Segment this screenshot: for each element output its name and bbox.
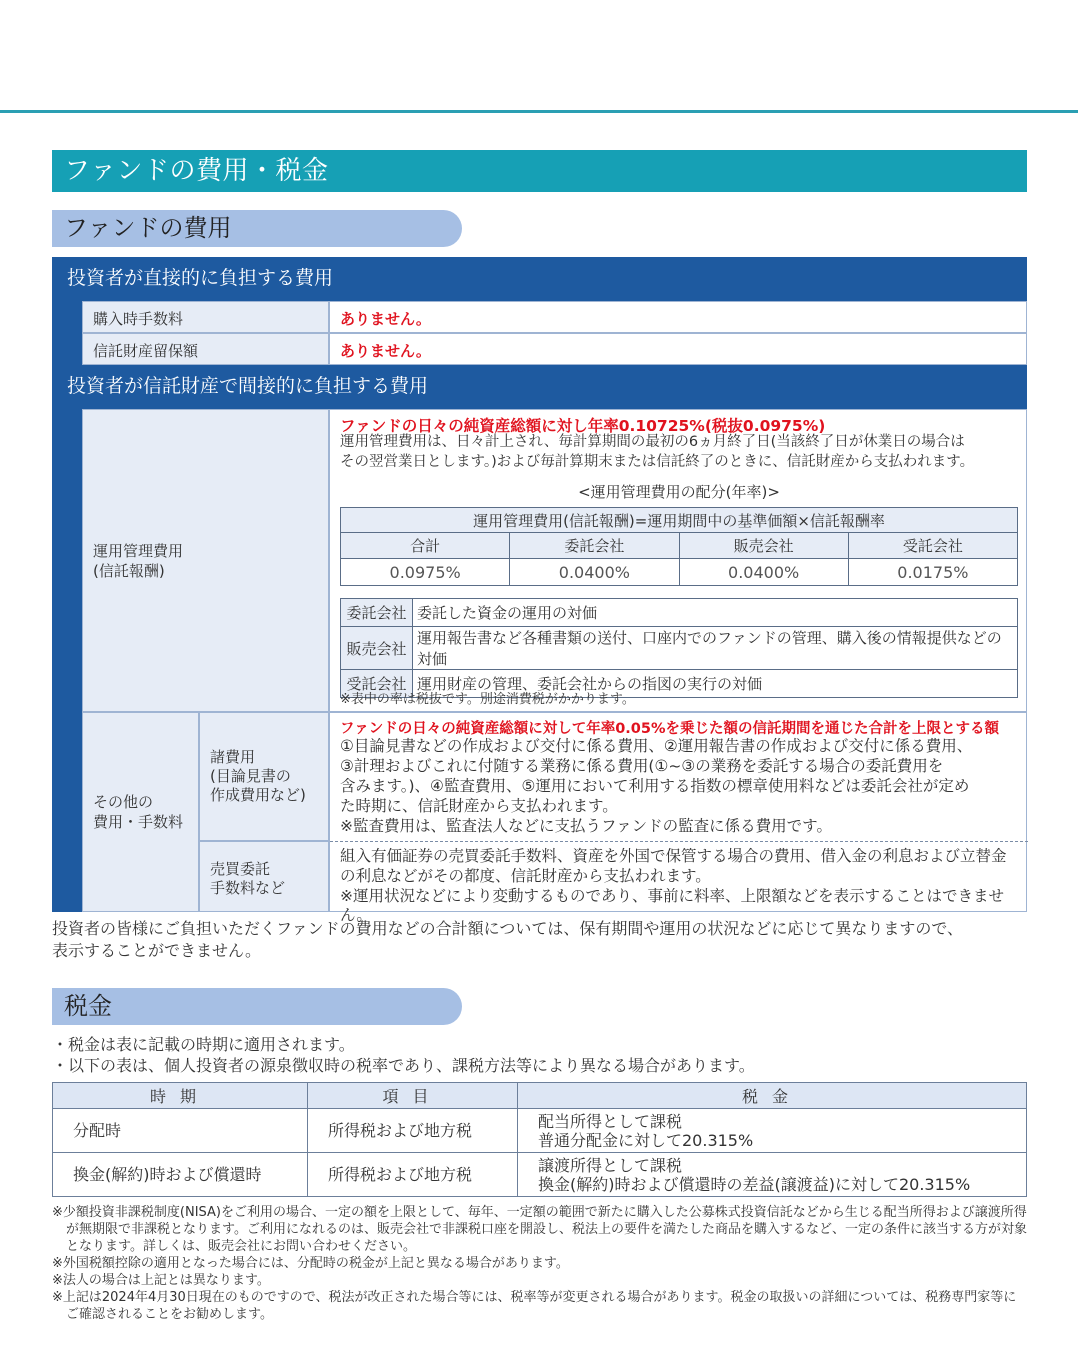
other-fees-label: その他の 費用・手数料 bbox=[82, 712, 199, 912]
fund-costs-heading: ファンドの費用 bbox=[52, 210, 462, 247]
misc-fees-rate: ファンドの日々の純資産総額に対して年率0.05%を乗じた額の信託期間を通じた合計を上限とする額 bbox=[340, 721, 1000, 737]
misc-fees-label: 諸費用 (目論見書の 作成費用など) bbox=[199, 712, 329, 841]
other-fees-content: ファンドの日々の純資産総額に対して年率0.05%を乗じた額の信託期間を通じた合計を上限とする額 ①目論見書などの作成および交付に係る費用、②運用報告書の作成および交付に係る費用、 ③計理およびこれに付随する業務に係る費用(①~③の業務を委託する場合の委託費用を 含みます。)、④監査費用、⑤運用において利用する指数の標章使用料などは委託会社が定め た時期に、信託財産から支払われます。 ※監査費用は、監査法人などに支払うファンドの監査に係る費用です。 組入有価証券の売買委託手数料、資産を外国で保管する場合の費用、借入金の利息および立替金 の利息などがその都度、信託財産から支払われます。 ※運用状況などにより変動するものであり、事前に料率、上限額などを表示することはできません。 bbox=[329, 712, 1027, 912]
dashed-divider bbox=[330, 841, 1028, 842]
footnote: ※外国税額控除の適用となった場合には、分配時の税金が上記と異なる場合があります。 bbox=[52, 1256, 569, 1271]
trading-fees-label: 売買委託 手数料など bbox=[199, 841, 329, 912]
tax-table bbox=[52, 1082, 1027, 1197]
allocation-caption: <運用管理費用の配分(年率)> bbox=[578, 483, 780, 501]
management-fee-rate: ファンドの日々の純資産総額に対し年率0.10725%(税抜0.0975%) bbox=[340, 417, 826, 435]
purchase-fee-value: ありません。 bbox=[329, 301, 1027, 333]
allocation-tax-note: ※表中の率は税抜です。別途消費税がかかります。 bbox=[340, 692, 635, 707]
tax-heading: 税金 bbox=[52, 988, 462, 1025]
tax-header-timing: 時期 bbox=[53, 1083, 308, 1109]
retention-fee-label: 信託財産留保額 bbox=[82, 333, 329, 365]
management-fee-label: 運用管理費用 (信託報酬) bbox=[82, 409, 329, 712]
footnote: ※少額投資非課税制度(NISA)をご利用の場合、一定の額を上限として、毎年、一定額の範囲で新たに購入した公募株式投資信託などから生じる配当所得および譲渡所得が無期限で非課税となります。ご利用になれるのは、販売会社で非課税口座を開設し、税法上の要件を満たした商品を購入するなど、一定の条件に該当する方が対象となります。詳しくは、販売会社にお問い合わせください。 bbox=[52, 1205, 1027, 1254]
total-cost-note-line1: 投資者の皆様にご負担いただくファンドの費用などの合計額については、保有期間や運用の状況などに応じて異なりますので、 bbox=[52, 919, 964, 938]
tax-bullet-2: ・以下の表は、個人投資者の源泉徴収時の税率であり、課税方法等により異なる場合があります。 bbox=[52, 1056, 755, 1075]
indirect-costs-heading: 投資者が信託財産で間接的に負担する費用 bbox=[67, 375, 429, 397]
table-row: 換金(解約)時および償還時 所得税および地方税 譲渡所得として課税 換金(解約)時および償還時の差益(譲渡益)に対して20.315% bbox=[53, 1153, 1027, 1197]
top-rule bbox=[0, 110, 1078, 113]
page-title: ファンドの費用・税金 bbox=[52, 150, 1027, 192]
direct-costs-heading: 投資者が直接的に負担する費用 bbox=[67, 267, 334, 289]
footnote: ※上記は2024年4月30日現在のものですので、税法が改正された場合等には、税率等が変更される場合があります。税金の取扱いの詳細については、税務専門家等にご確認されることをお勧めします。 bbox=[52, 1290, 1017, 1322]
tax-header-tax: 税金 bbox=[518, 1083, 1027, 1109]
tax-header-item: 項目 bbox=[308, 1083, 518, 1109]
allocation-table: 運用管理費用(信託報酬)=運用期間中の基準価額×信託報酬率 合計 委託会社 販売会社 受託会社 0.0975% 0.0400% 0.0400% 0.0175% bbox=[340, 507, 1018, 586]
tax-footnotes bbox=[52, 1204, 1027, 1323]
management-fee-content: ファンドの日々の純資産総額に対し年率0.10725%(税抜0.0975%) 運用管理費用は、日々計上され、毎計算期間の最初の6ヵ月終了日(当該終了日が休業日の場合は その翌営業日とします。)および毎計算期末または信託終了のときに、信託財産から支払われます。 <運用管理費用の配分(年率)> 運用管理費用(信託報酬)=運用期間中の基準価額×信託報酬率 合計 委託会社 販売会社 受託会社 0.0975% 0.0400% 0.0400% 0.0175% 委託会社 委託した資金の運用の対価 販売会社 運用報告書など各種書類の送付、口座内でのファンドの管理、購入後の情報提供などの対価 受託会社 運用財産の管理、委託会社からの指図の実行の対価 ※表中の率は税抜です。別途消費税がかかります。 bbox=[329, 409, 1027, 712]
purchase-fee-label: 購入時手数料 bbox=[82, 301, 329, 333]
payee-table: 委託会社 委託した資金の運用の対価 販売会社 運用報告書など各種書類の送付、口座内でのファンドの管理、購入後の情報提供などの対価 受託会社 運用財産の管理、委託会社からの指図の実行の対価 bbox=[340, 598, 1018, 698]
fund-costs-table bbox=[52, 257, 1027, 924]
tax-bullet-1: ・税金は表に記載の時期に適用されます。 bbox=[52, 1035, 355, 1054]
footnote: ※法人の場合は上記とは異なります。 bbox=[52, 1273, 270, 1288]
retention-fee-value: ありません。 bbox=[329, 333, 1027, 365]
total-cost-note-line2: 表示することができません。 bbox=[52, 941, 261, 960]
table-row: 分配時 所得税および地方税 配当所得として課税 普通分配金に対して20.315% bbox=[53, 1109, 1027, 1153]
